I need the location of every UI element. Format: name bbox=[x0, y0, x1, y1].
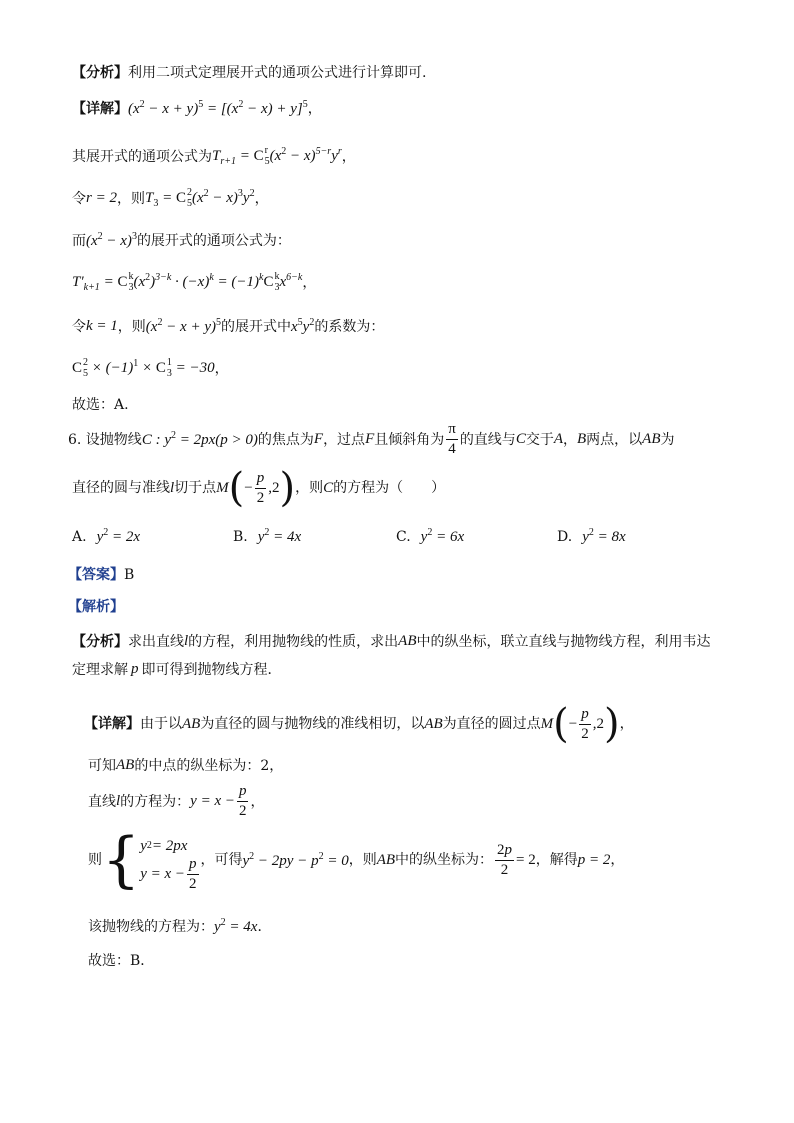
let-text: 令 bbox=[72, 190, 86, 207]
left-brace: { bbox=[102, 825, 141, 895]
formula-k-eq-1: k = 1 bbox=[86, 318, 118, 334]
inner-term-label-line bbox=[72, 232, 291, 249]
formula-quadratic: $y^2 - 2py - p^2 = 0$ bbox=[242, 850, 349, 869]
general-term-label: 其展开式的通项公式为 bbox=[72, 148, 212, 165]
formula-AB-6: AB bbox=[376, 851, 396, 868]
formula-result: $y^2 = 4x$ bbox=[214, 917, 258, 935]
q6-text-line: 的直线与 bbox=[459, 431, 516, 448]
formula-expansion: $(x^2 - x + y)^5 = [(x^2 - x) + y]^5$ bbox=[128, 99, 308, 117]
formula-AB-4: AB bbox=[424, 715, 443, 732]
detail-2-text-b: 为直径的圆与抛物线的准线相切，以 bbox=[200, 716, 425, 732]
midpoint-text-b: 的中点的纵坐标为：2， bbox=[134, 757, 284, 774]
let-r-line: 令 r = 2 ，则 $T_3$ = C 2 5 $(x^2 - x)^3y^2$ ， bbox=[72, 187, 269, 209]
answer-value: B bbox=[124, 567, 135, 583]
formula-parabola-def: C : $y^2 = 2px(p > 0)$ bbox=[141, 430, 258, 448]
let-k-text: 令 bbox=[72, 318, 86, 335]
option-a-eq: $y^2 = 2x$ bbox=[96, 527, 141, 545]
option-a-label: A. bbox=[72, 528, 87, 545]
formula-l: l bbox=[170, 479, 175, 496]
formula-inner-term: $T'_{k+1}$ = C k 3 $(x^2)^{3-k} \cdot (-x)^k = (-1)^k$ C k 3 $x^{6-k}$ bbox=[72, 271, 303, 293]
analysis-text: 利用二项式定理展开式的通项公式进行计算即可. bbox=[128, 65, 427, 81]
formula-inner-binomial: $(x^2 - x)^3$ bbox=[86, 231, 137, 249]
answer-line bbox=[68, 568, 134, 582]
line-eq-text-b: 的方程为： bbox=[120, 793, 191, 810]
option-b-label: B. bbox=[233, 528, 248, 545]
formula-AB: AB bbox=[642, 431, 661, 447]
detail-tag: 【详解】 bbox=[72, 100, 128, 117]
explanation-tag-line bbox=[68, 600, 124, 614]
q6-text-point: ，过点 bbox=[323, 431, 366, 448]
analysis-2-line-1 bbox=[72, 634, 711, 649]
q6-text-angle: 且倾斜角为 bbox=[374, 431, 445, 448]
formula-C: C bbox=[515, 431, 526, 447]
option-c-eq: $y^2 = 6x$ bbox=[420, 527, 465, 545]
formula-general-term: $T_{r+1}$ = C r 5 $(x^2 - x)^{5-r}y^r$ bbox=[212, 145, 342, 167]
formula-line-eq: y = x − bbox=[190, 793, 235, 809]
formula-p: p bbox=[131, 661, 139, 677]
option-c[interactable] bbox=[396, 528, 464, 545]
q6-text-focus: 的焦点为 bbox=[257, 431, 314, 448]
formula-F-2: F bbox=[365, 431, 375, 447]
formula-r-eq-2: r = 2 bbox=[86, 190, 117, 206]
system-line: 则 { y 2 = 2px y = x − $\frac{p}{2}$ ，可得 $y^2 - 2py - p^2 = 0$ ，则 AB 中的纵坐标为： $\frac{2p}{2}$ = 2 ，解得 p = 2 ， bbox=[88, 825, 625, 895]
choose-a-text: 故选：A. bbox=[72, 397, 129, 413]
system-text-a: ，可得 bbox=[200, 852, 243, 868]
let-k-line bbox=[72, 318, 384, 335]
q6-text-meet: 交于 bbox=[525, 431, 554, 448]
analysis-2-text-d: 定理求解 bbox=[72, 661, 128, 678]
inner-term-formula-line: $T'_{k+1}$ = C k 3 $(x^2)^{3-k} \cdot (-x)^k = (-1)^k$ C k 3 $x^{6-k}$ ， bbox=[72, 271, 317, 293]
detail-line-1: 【详解】 $(x^2 - x + y)^5 = [(x^2 - x) + y]^5$ ， bbox=[72, 99, 322, 117]
formula-T3: $T_3$ = C 2 5 $(x^2 - x)^3y^2$ bbox=[144, 187, 255, 209]
detail-2-line-1: 【详解】 由于以 AB 为直径的圆与抛物线的准线相切，以 AB 为直径的圆过点 M ( − $\frac{p}{2}$ ,2 ) ， bbox=[84, 701, 634, 747]
answer-tag: 【答案】 bbox=[68, 567, 124, 583]
option-d-label: D. bbox=[557, 528, 573, 545]
formula-AB-3: AB bbox=[182, 715, 201, 732]
line-equation-line: 直线 l 的方程为： y = x − $\frac{p}{2}$ ， bbox=[88, 783, 265, 819]
equation-system: y 2 = 2px y = x − $\frac{p}{2}$ bbox=[140, 837, 197, 892]
q6-text-two-points: 两点，以 bbox=[586, 431, 643, 448]
q6-text-then: ，则 bbox=[295, 480, 324, 496]
parabola-eq-text: 该抛物线的方程为： bbox=[88, 918, 214, 935]
then-k-text: ，则 bbox=[117, 318, 146, 335]
analysis-2-text-c: 中的纵坐标，联立直线与抛物线方程，利用韦达 bbox=[416, 633, 711, 650]
general-term-line: 其展开式的通项公式为 $T_{r+1}$ = C r 5 $(x^2 - x)^{5-r}y^r$ ， bbox=[72, 145, 356, 167]
analysis-2-tag: 【分析】 bbox=[72, 633, 128, 650]
formula-2p-over-2: $\frac{2p}{2}$ bbox=[497, 841, 513, 878]
q6-text-tangent: 切于点 bbox=[174, 480, 217, 496]
coefficient-result-line: C 2 5 × $(-1)^1$ × C 1 3 = −30 ， bbox=[72, 357, 229, 379]
analysis-tag: 【分析】 bbox=[72, 65, 128, 81]
option-d-eq: $y^2 = 8x$ bbox=[582, 527, 626, 545]
and-text: 而 bbox=[72, 232, 86, 249]
formula-point-M-2: M bbox=[540, 715, 554, 732]
choose-a-line bbox=[72, 398, 129, 412]
question-6-line-1: 6. 设抛物线 C : $y^2 = 2px(p > 0)$ 的焦点为 F ，过点 F 且倾斜角为 $\frac{\pi}{4}$ 的直线与 C 交于 A ， B 两点，以 AB 为 bbox=[68, 421, 675, 457]
formula-full-binomial: $(x^2 - x + y)^5$ bbox=[145, 317, 221, 335]
option-a[interactable] bbox=[72, 528, 140, 545]
then-text: ，则 bbox=[116, 190, 145, 207]
formula-AB-5: AB bbox=[116, 757, 135, 773]
formula-pi-over-4: $\frac{\pi}{4}$ bbox=[448, 421, 456, 457]
midpoint-line bbox=[88, 758, 283, 773]
question-6-line-2: 直径的圆与准线 l 切于点 M ( − $\frac{p}{2}$ ,2 ) ，则 C 的方程为（ ） bbox=[72, 465, 446, 511]
detail-2-tag: 【详解】 bbox=[84, 716, 140, 732]
analysis-2-text-a: 求出直线 bbox=[128, 633, 184, 650]
detail-2-text-c: 为直径的圆过点 bbox=[442, 716, 541, 732]
formula-C-2: C bbox=[323, 479, 334, 496]
analysis-2-text-b: 的方程，利用抛物线的性质，求出 bbox=[188, 633, 399, 650]
system-text-b: ，则 bbox=[348, 852, 377, 868]
option-b[interactable] bbox=[233, 528, 301, 545]
expansion-text: 的展开式中 bbox=[221, 318, 291, 335]
formula-A-B: A bbox=[553, 431, 563, 447]
q6-text-as: 为 bbox=[660, 431, 675, 448]
coefficient-text: 的系数为： bbox=[314, 318, 385, 335]
midpoint-text-a: 可知 bbox=[88, 757, 116, 774]
option-c-label: C. bbox=[396, 528, 411, 545]
formula-F: F bbox=[313, 431, 324, 447]
line-eq-text-a: 直线 bbox=[88, 793, 116, 810]
system-text-d: ，解得 bbox=[535, 852, 578, 868]
detail-2-text-a: 由于以 bbox=[140, 716, 182, 732]
q6-text-equation: 的方程为（ ） bbox=[333, 480, 446, 496]
choose-b-line bbox=[88, 954, 154, 968]
parabola-equation-line: 该抛物线的方程为： $y^2 = 4x$ ． bbox=[88, 917, 272, 935]
system-text-c: 中的纵坐标为： bbox=[395, 852, 494, 868]
formula-coefficient: C 2 5 × $(-1)^1$ × C 1 3 = −30 bbox=[72, 357, 215, 379]
formula-AB-2: AB bbox=[398, 633, 417, 649]
analysis-2-text-e: 即可得到抛物线方程． bbox=[141, 661, 282, 678]
formula-point-M: M bbox=[216, 479, 229, 496]
formula-l-3: l bbox=[116, 793, 121, 809]
formula-x5y2: $x^5y^2$ bbox=[291, 317, 315, 335]
option-d[interactable] bbox=[557, 528, 626, 545]
formula-l-2: l bbox=[184, 633, 189, 649]
analysis-line-1 bbox=[72, 66, 426, 80]
question-6-number: 6. 设抛物线 bbox=[68, 431, 142, 448]
q6-text-diameter: 直径的圆与准线 bbox=[72, 480, 170, 496]
choose-b-text: 故选：B． bbox=[88, 953, 155, 969]
then-system-text: 则 bbox=[88, 852, 102, 868]
explanation-tag: 【解析】 bbox=[68, 599, 124, 615]
analysis-2-line-2 bbox=[72, 662, 282, 677]
option-b-eq: $y^2 = 4x$ bbox=[257, 527, 302, 545]
inner-term-label: 的展开式的通项公式为： bbox=[136, 232, 291, 249]
formula-p-eq-2: p = 2 bbox=[577, 851, 611, 868]
